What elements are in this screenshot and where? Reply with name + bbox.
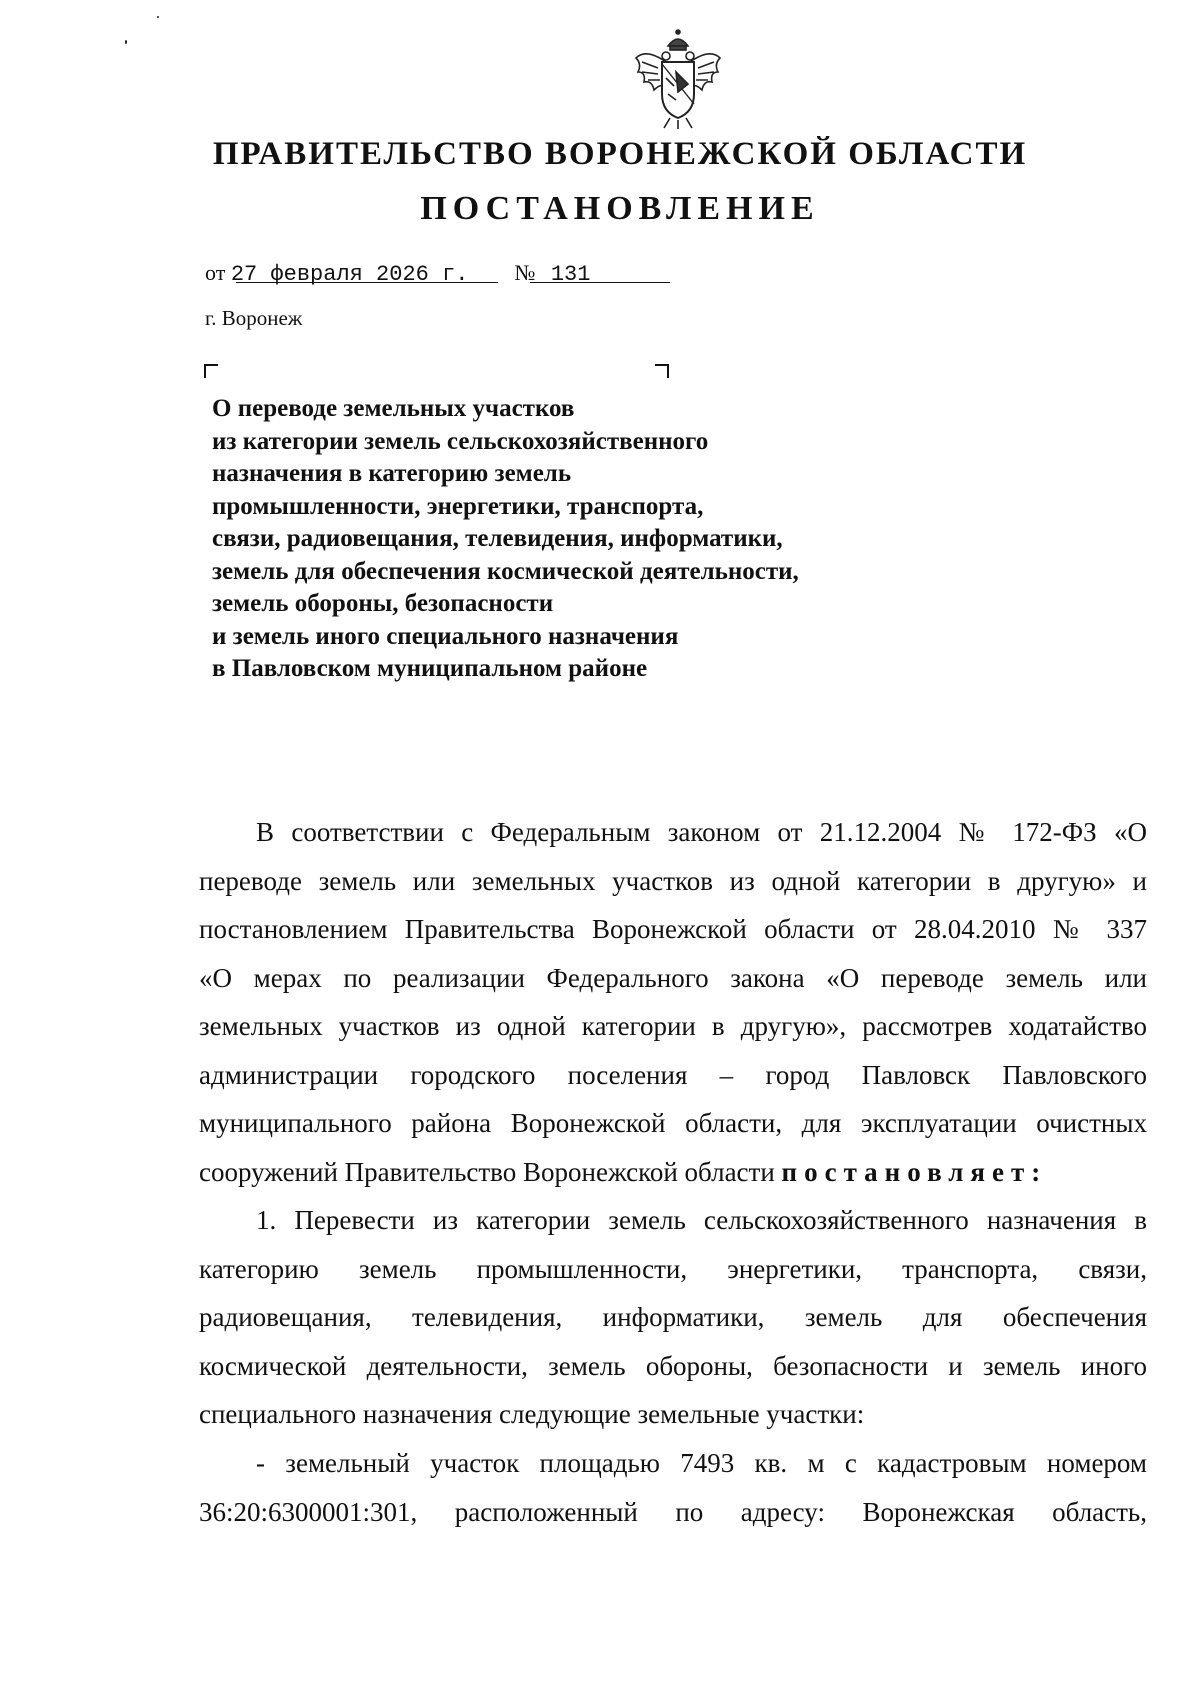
title-line: связи, радиовещания, телевидения, информатики, [212,525,783,552]
title-bracket-right [655,364,669,378]
title-bracket-left [204,364,218,378]
title-line: земель для обеспечения космической деятельности, [212,557,799,585]
body-line: постановлением Правительства Воронежской области от 28.04.2010 № 337 [199,914,1147,944]
title-line: назначения в категорию земель [212,460,572,487]
document-number: 131 [550,262,591,287]
body-line: категорию земель промышленности, энергетики, транспорта, связи, [199,1253,1147,1284]
body-line: муниципального района Воронежской области, для эксплуатации очистных [199,1108,1147,1138]
body-line: В соответствии с Федеральным законом от 21.12.2004 № 172-ФЗ «О [256,817,1147,847]
document-date: 27 февраля 2026 г. [230,262,469,287]
body-line: - земельный участок площадью 7493 кв. м с кадастровым номером [256,1448,1147,1478]
parcel-item [199,1439,1147,1536]
preamble-paragraph [199,808,1147,1196]
decree-word: постановляет: [781,1156,1048,1187]
from-label: от [205,260,226,285]
scan-speck [157,16,159,18]
coat-of-arms-icon [628,28,728,130]
title-line: из категории земель сельскохозяйственного [212,427,709,455]
scan-speck [125,40,127,44]
body-line: «О мерах по реализации Федерального закона «О переводе земель или [199,962,1147,993]
document-title [212,393,799,686]
date-underline [236,282,498,283]
body-line-text: сооружений Правительство Воронежской области [199,1156,775,1187]
number-underline [530,282,670,283]
number-label: № [514,260,536,285]
body-line: космической деятельности, земель обороны, безопасности и земель иного [199,1350,1147,1381]
body-line: администрации городского поселения – город Павловск Павловского [199,1059,1147,1090]
body-line: 36:20:6300001:301, расположенный по адресу: Воронежская область, [199,1496,1147,1527]
body-line: радиовещания, телевидения, информатики, земель для обеспечения [199,1302,1147,1332]
body-line-final [199,1148,1147,1197]
document-type: ПОСТАНОВЛЕНИЕ [420,190,820,227]
city: г. Воронеж [205,306,303,330]
title-line: в Павловском муниципальном районе [212,655,648,682]
title-line: земель обороны, безопасности [212,590,554,617]
organization-title: ПРАВИТЕЛЬСТВО ВОРОНЕЖСКОЙ ОБЛАСТИ [212,136,1028,172]
title-line: промышленности, энергетики, транспорта, [212,492,704,520]
body-line: специального назначения следующие земельные участки: [199,1399,865,1429]
title-line: О переводе земельных участков [212,395,575,422]
title-line: и земель иного специального назначения [212,622,679,650]
item-1-paragraph [199,1196,1147,1439]
body-line: переводе земель или земельных участков из одной категории в другую» и [199,865,1147,896]
body-line: 1. Перевести из категории земель сельскохозяйственного назначения в [256,1205,1147,1235]
body-line: земельных участков из одной категории в другую», рассмотрев ходатайство [199,1011,1147,1041]
